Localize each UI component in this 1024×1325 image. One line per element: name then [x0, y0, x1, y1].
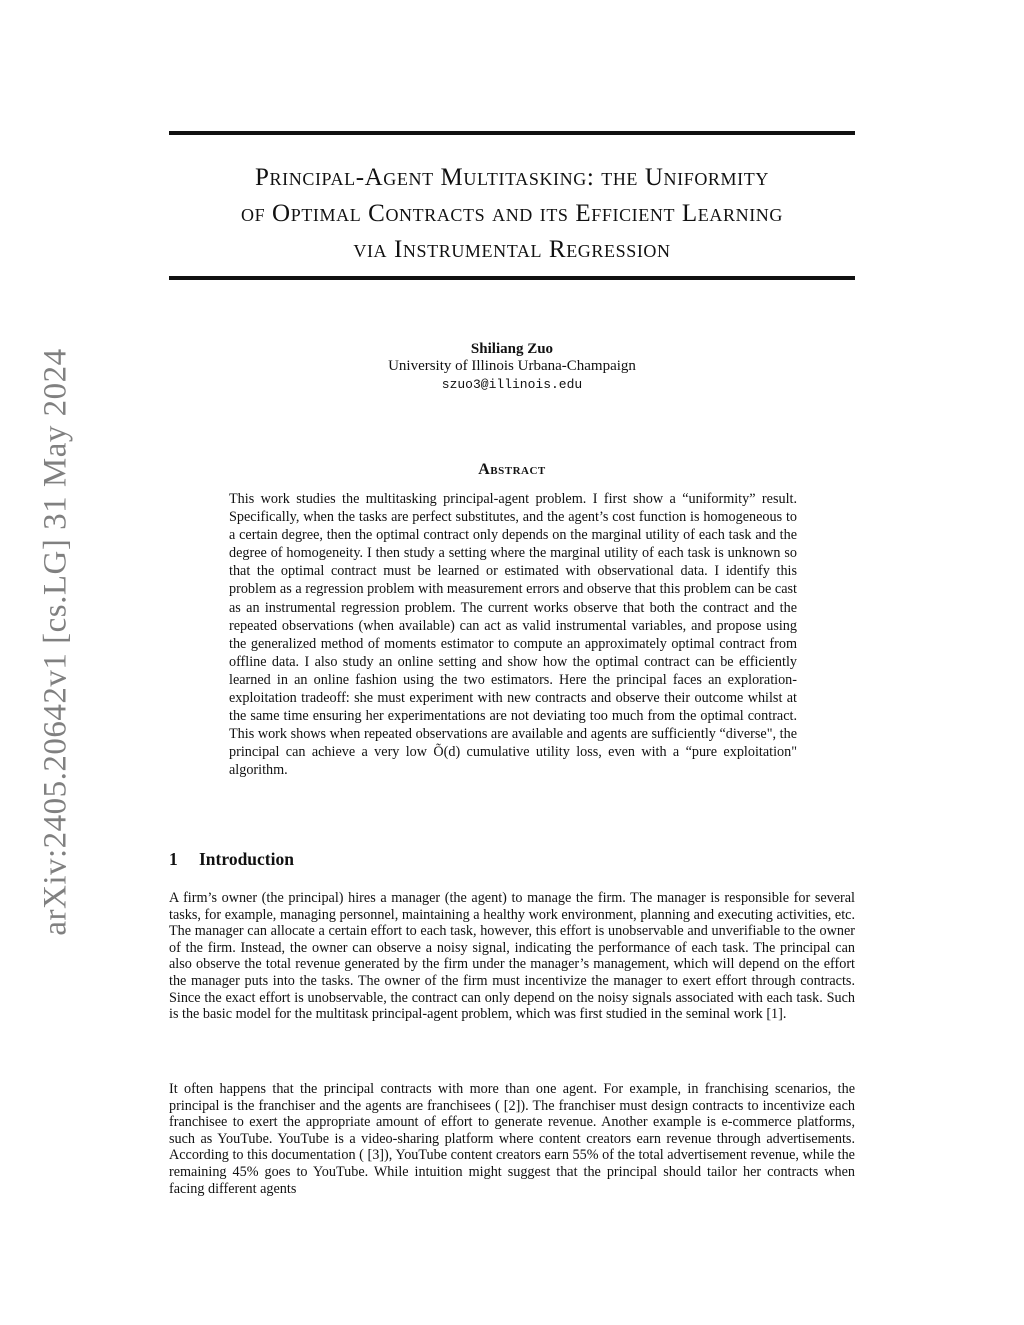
section-number: 1: [169, 849, 178, 869]
title-bottom-rule: [169, 276, 855, 280]
arxiv-identifier: [36, 342, 76, 942]
abstract-text: This work studies the multitasking principal-agent problem. I first show a “uniformity” result. Specifically, when the tasks are perfect substitutes, and the agent’s cost function is homogeneous to a certain degree, then the optimal contract only depends on the marginal utility of each task and the degree of homogeneity. I then study a setting where the marginal utility of each task is unknown so that the optimal contract must be learned or estimated with observational data. I identify this problem as a regression problem with measurement errors and observe that this problem can be cast as an instrumental regression problem. The current works observe that both the contract and the repeated observations (when available) can act as valid instrumental variables, and propose using the generalized method of moments estimator to compute an approximately optimal contract from offline data. I also study an online setting and show how the optimal contract can be efficiently learned in an online fashion using the two estimators. Here the principal faces an exploration-exploitation tradeoff: she must experiment with new contracts and observe their outcome whilst at the same time ensuring her experimentations are not deviating too much from the optimal contract. This work shows when repeated observations are available and agents are sufficiently “diverse", the principal can achieve a very low Õ(d) cumulative utility loss, even with a “pure exploitation" algorithm.: [229, 491, 797, 779]
title-line: via Instrumental Regression: [353, 236, 671, 263]
author-affiliation: University of Illinois Urbana-Champaign: [388, 358, 636, 374]
author-name: Shiliang Zuo: [470, 341, 554, 357]
abstract-heading: Abstract: [478, 461, 546, 478]
paper-title: [160, 160, 864, 268]
title-top-rule: [169, 131, 855, 135]
title-line: of Optimal Contracts and its Efficient Learning: [241, 200, 783, 227]
title-line: Principal-Agent Multitasking: the Uniformity: [255, 164, 769, 191]
author-email: szuo3@illinois.edu: [441, 377, 583, 392]
section-title: Introduction: [199, 849, 294, 869]
section-heading: [169, 849, 294, 870]
intro-paragraph: It often happens that the principal contracts with more than one agent. For example, in franchising scenarios, the principal is the franchiser and the agents are franchisees ( [2]). The franchiser must design contracts to incentivize each franchisee to exert the appropriate amount of effort to generate revenue. Another example is e-commerce platforms, such as YouTube. YouTube is a video-sharing platform where content creators earn revenue through advertisements. According to this documentation ( [3]), YouTube content creators earn 55% of the total advertisement revenue, while the remaining 45% goes to YouTube. While intuition might suggest that the principal should tailor her contracts when facing different agents: [169, 1081, 855, 1197]
intro-paragraph: A firm’s owner (the principal) hires a manager (the agent) to manage the firm. The manager is responsible for several tasks, for example, managing personnel, maintaining a healthy work environment, planning and executing activities, etc. The manager can allocate a certain effort to each task, however, this effort is unobservable and unverifiable to the owner of the firm. Instead, the owner can observe a noisy signal, indicating the performance of each task. The principal can also observe the total revenue generated by the firm under the manager’s management, which will depend on the effort the manager puts into the tasks. The owner of the firm must incentivize the manager to exert effort through contracts. Since the exact effort is unobservable, the contract can only depend on the noisy signals associated with each task. Such is the basic model for the multitask principal-agent problem, which was first studied in the seminal work [1].: [169, 890, 855, 1023]
arxiv-id-text: arXiv:2405.20642v1 [cs.LG] 31 May 2024: [37, 348, 74, 936]
